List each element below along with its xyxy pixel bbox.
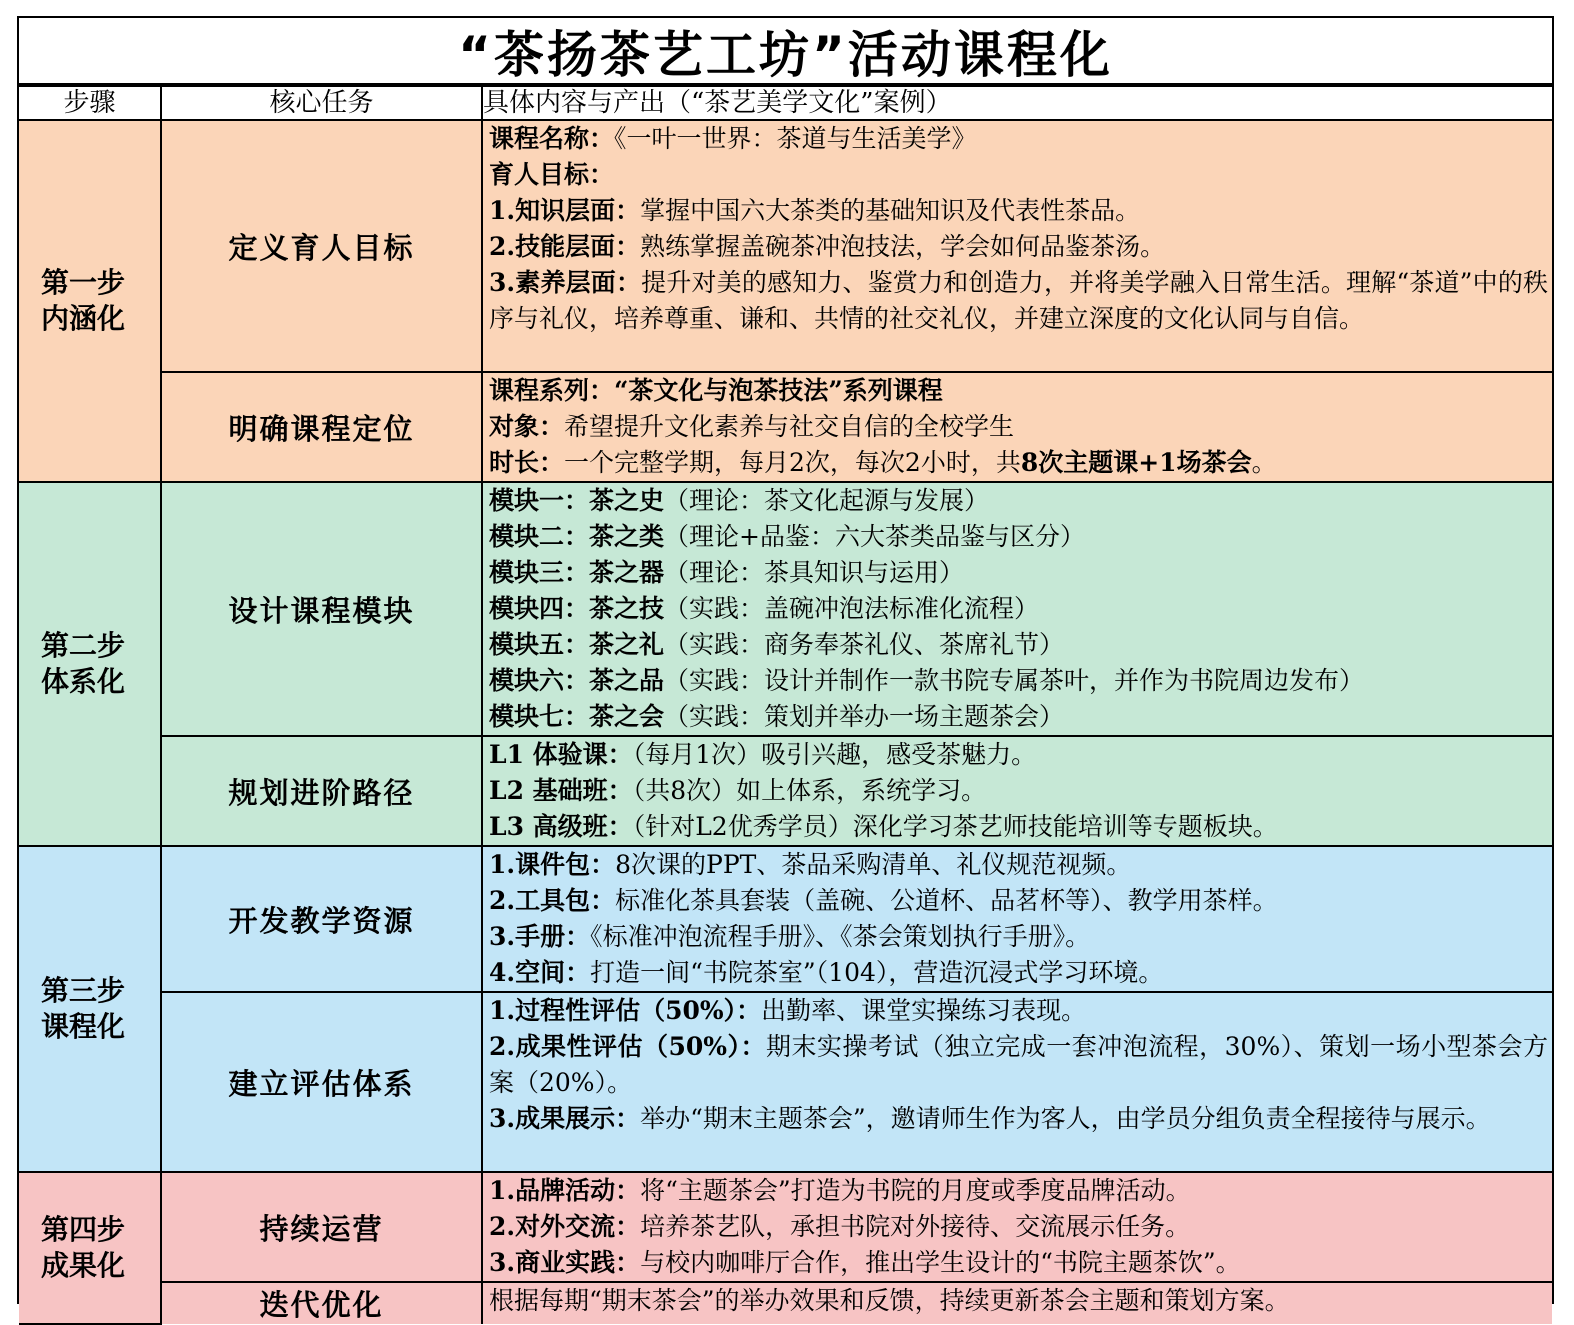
content-line (489, 1209, 1548, 1245)
table-row (19, 846, 1552, 992)
step-number: 第四步 (41, 1213, 126, 1246)
content-line (489, 483, 1548, 519)
content-cell (482, 1282, 1552, 1324)
step-number: 第三步 (41, 974, 126, 1007)
content-label: 1.过程性评估（50%）： (489, 996, 762, 1025)
content-label: 模块三：茶之器 (489, 558, 665, 587)
content-label: L3 高级班： (489, 812, 633, 841)
header-content: 具体内容与产出（“茶艺美学文化”案例） (482, 86, 1552, 120)
content-label: 3.成果展示： (489, 1104, 641, 1133)
content-label: 模块六：茶之品 (489, 666, 665, 695)
task-cell: 规划进阶路径 (161, 736, 482, 846)
content-text: 熟练掌握盖碗茶冲泡技法，学会如何品鉴茶汤。 (640, 232, 1166, 261)
content-label: 2.工具包： (489, 886, 616, 915)
table-row (19, 992, 1552, 1172)
content-label: 模块七：茶之会 (489, 702, 665, 731)
content-label: 3.商业实践： (489, 1248, 641, 1277)
content-text: （针对L2优秀学员）深化学习茶艺师技能培训等专题板块。 (632, 812, 1278, 841)
content-text: （每月1次）吸引兴趣，感受茶魅力。 (632, 740, 1037, 769)
content-line (489, 627, 1548, 663)
table-row (19, 736, 1552, 846)
content-cell (482, 1172, 1552, 1282)
step-number: 第一步 (41, 266, 126, 299)
task-cell: 持续运营 (161, 1172, 482, 1282)
content-text: 标准化茶具套装（盖碗、公道杯、品茗杯等）、教学用茶样。 (615, 886, 1278, 915)
content-label: 课程系列：“茶文化与泡茶技法”系列课程 (489, 376, 943, 405)
content-line (489, 1245, 1548, 1281)
content-cell (482, 736, 1552, 846)
content-line (489, 157, 1548, 193)
content-label: 1.课件包： (489, 850, 616, 879)
content-line (489, 1173, 1548, 1209)
header-task: 核心任务 (161, 86, 482, 120)
content-cell (482, 372, 1552, 482)
content-line (489, 955, 1548, 991)
content-text: 《标准冲泡流程手册》、《茶会策划执行手册》。 (590, 922, 1091, 951)
content-label: 时长： (489, 448, 565, 477)
content-label: 育人目标： (489, 160, 615, 189)
content-line (489, 591, 1548, 627)
content-cell (482, 846, 1552, 992)
content-line (489, 193, 1548, 229)
content-label: 模块二：茶之类 (489, 522, 665, 551)
content-text: 出勤率、课堂实操练习表现。 (761, 996, 1087, 1025)
header-row (19, 86, 1552, 120)
content-text: 提升对美的感知力、鉴赏力和创造力，并将美学融入日常生活。理解“茶道”中的秩序与礼仪，培养尊重、谦和、共情的社交礼仪，并建立深度的文化认同与自信。 (489, 268, 1548, 333)
step-number: 第二步 (41, 629, 126, 662)
content-text: 培养茶艺队，承担书院对外接待、交流展示任务。 (640, 1212, 1191, 1241)
course-grid (19, 85, 1552, 1325)
content-line (489, 993, 1548, 1029)
content-line (489, 737, 1548, 773)
content-line (489, 883, 1548, 919)
content-text: （实践：设计并制作一款书院专属茶叶，并作为书院周边发布） (664, 666, 1365, 695)
content-line (489, 121, 1548, 157)
content-line (489, 265, 1548, 337)
content-text: 掌握中国六大茶类的基础知识及代表性茶品。 (640, 196, 1141, 225)
content-line (489, 1283, 1548, 1319)
step-cell-3 (19, 846, 161, 1172)
content-text: 期末实操考试（独立完成一套冲泡流程，30%）、策划一场小型茶会方案（20%）。 (489, 1032, 1548, 1097)
step-cell-1 (19, 120, 161, 482)
content-text: 一个完整学期，每月2次，每次2小时，共 (564, 448, 1021, 477)
content-text: 打造一间“书院茶室”（104），营造沉浸式学习环境。 (590, 958, 1164, 987)
content-text: （理论：茶具知识与运用） (664, 558, 965, 587)
task-cell: 迭代优化 (161, 1282, 482, 1324)
content-cell (482, 120, 1552, 372)
content-label: 4.空间： (489, 958, 591, 987)
content-label: 模块五：茶之礼 (489, 630, 665, 659)
content-line (489, 373, 1548, 409)
content-text: 举办“期末主题茶会”，邀请师生作为客人，由学员分组负责全程接待与展示。 (640, 1104, 1491, 1133)
content-label: 2.成果性评估（50%）： (489, 1032, 766, 1061)
content-text: （实践：商务奉茶礼仪、茶席礼节） (664, 630, 1065, 659)
header-step: 步骤 (19, 86, 161, 120)
table-row (19, 1282, 1552, 1324)
step-cell-4 (19, 1172, 161, 1324)
content-text: （实践：策划并举办一场主题茶会） (664, 702, 1065, 731)
content-label: L1 体验课： (489, 740, 633, 769)
content-text: （共8次）如上体系，系统学习。 (632, 776, 987, 805)
table-row (19, 482, 1552, 736)
content-line (489, 229, 1548, 265)
page-title: “茶扬茶艺工坊”活动课程化 (19, 18, 1552, 85)
content-text: （实践：盖碗冲泡法标准化流程） (664, 594, 1040, 623)
content-line (489, 919, 1548, 955)
content-label: 3.手册： (489, 922, 591, 951)
content-label: 模块四：茶之技 (489, 594, 665, 623)
content-label: 3.素养层面： (489, 268, 642, 297)
content-label: 课程名称： (489, 124, 615, 153)
step-name: 成果化 (41, 1249, 126, 1282)
content-text: （理论+品鉴：六大茶类品鉴与区分） (664, 522, 1085, 551)
content-line (489, 1101, 1548, 1137)
content-text: 《一叶一世界：茶道与生活美学》 (614, 124, 977, 153)
content-text: 8次课的PPT、茶品采购清单、礼仪规范视频。 (615, 850, 1132, 879)
content-label: 1.品牌活动： (489, 1176, 641, 1205)
content-label: 对象： (489, 412, 565, 441)
content-text: 希望提升文化素养与社交自信的全校学生 (564, 412, 1015, 441)
content-line (489, 847, 1548, 883)
content-label: L2 基础班： (489, 776, 633, 805)
content-label: 2.技能层面： (489, 232, 641, 261)
content-line (489, 699, 1548, 735)
content-label: 2.对外交流： (489, 1212, 641, 1241)
content-text: （理论：茶文化起源与发展） (664, 486, 990, 515)
content-line (489, 519, 1548, 555)
step-name: 课程化 (41, 1010, 126, 1043)
content-text: 根据每期“期末茶会”的举办效果和反馈，持续更新茶会主题和策划方案。 (489, 1286, 1290, 1315)
content-cell (482, 992, 1552, 1172)
table-row (19, 372, 1552, 482)
content-line (489, 555, 1548, 591)
course-table (17, 16, 1554, 1322)
content-label: 8次主题课+1场茶会 (1020, 448, 1252, 477)
content-cell (482, 482, 1552, 736)
content-line (489, 445, 1548, 481)
task-cell: 明确课程定位 (161, 372, 482, 482)
table-row (19, 1172, 1552, 1282)
content-line (489, 809, 1548, 845)
task-cell: 设计课程模块 (161, 482, 482, 736)
content-label: 1.知识层面： (489, 196, 641, 225)
content-text: 将“主题茶会”打造为书院的月度或季度品牌活动。 (640, 1176, 1191, 1205)
content-line (489, 663, 1548, 699)
step-name: 内涵化 (41, 302, 126, 335)
step-name: 体系化 (41, 665, 126, 698)
content-line (489, 409, 1548, 445)
task-cell: 定义育人目标 (161, 120, 482, 372)
content-text: 与校内咖啡厅合作，推出学生设计的“书院主题茶饮”。 (640, 1248, 1241, 1277)
content-label: 模块一：茶之史 (489, 486, 665, 515)
task-cell: 开发教学资源 (161, 846, 482, 992)
task-cell: 建立评估体系 (161, 992, 482, 1172)
table-row (19, 120, 1552, 372)
content-line (489, 1029, 1548, 1101)
step-cell-2 (19, 482, 161, 846)
content-line (489, 773, 1548, 809)
content-text: 。 (1251, 448, 1277, 477)
